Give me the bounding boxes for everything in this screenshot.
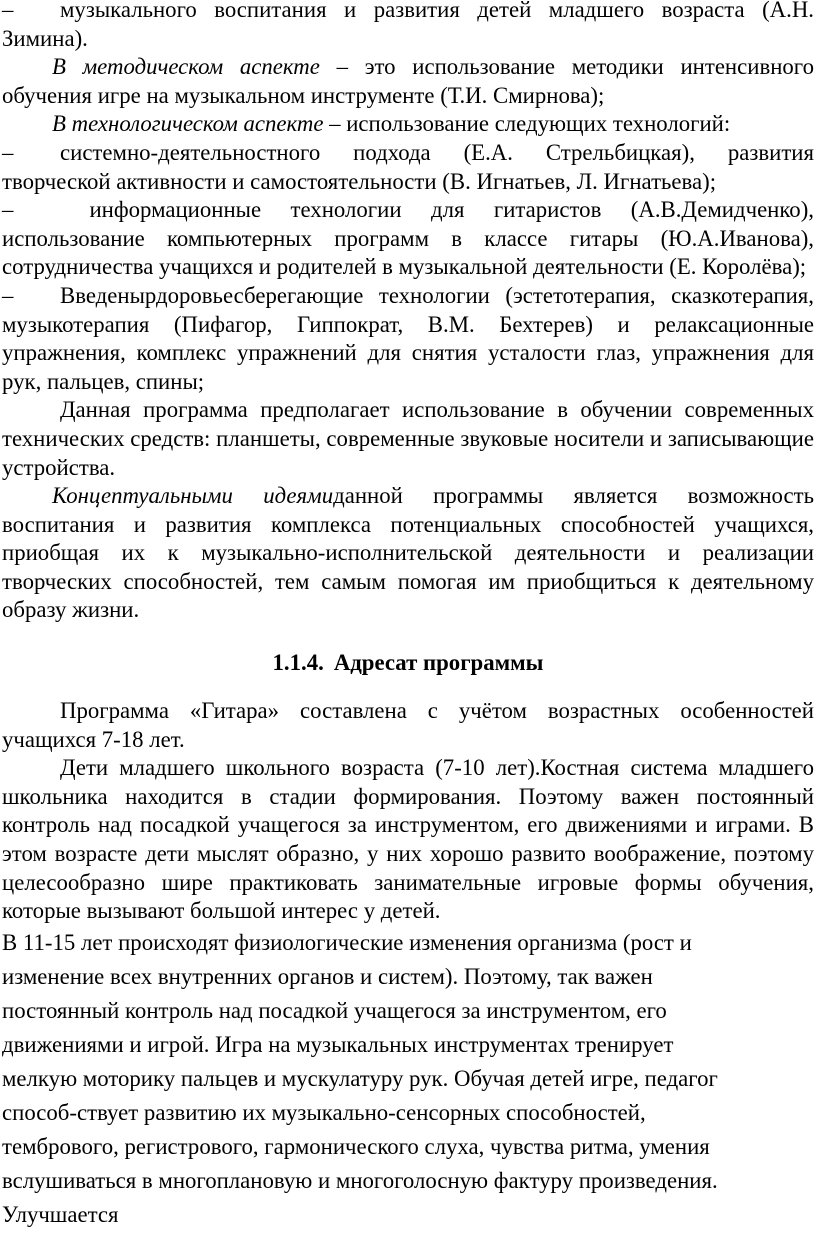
- paragraph-text: Программа «Гитара» составлена с учётом возрастных особенностей учащихся 7-18 лет.: [2, 698, 814, 752]
- paragraph-technical-means: [2, 396, 814, 482]
- paragraph-text: Введенырдоровьесберегающие технологии (эстетотерапия, сказкотерапия, музыкотерапия (Пифагор, Гиппократ, В.М. Бехтерев) и релаксационные упражнения, комплекс упражнений для снятия усталости глаз, упражнения для рук, пальцев, спины;: [2, 282, 814, 394]
- dash-marker: –: [2, 197, 14, 223]
- paragraph-text: информационные технологии для гитаристов (А.В.Демидченко), использование компьютерных программ в классе гитары (Ю.А.Иванова), сотрудничества учащихся и родителей в музыкальной деятельности (Е. Королёва);: [2, 197, 814, 280]
- italic-term: Концептуальными идеями: [52, 483, 334, 509]
- paragraph-text: системно-деятельностного подхода (Е.А. Стрельбицкая), развития творческой активности и самостоятельности (В. Игнатьев, Л. Игнатьева);: [2, 139, 814, 194]
- dash-marker: –: [2, 0, 14, 22]
- list-item-info-tech: [2, 196, 814, 282]
- paragraph-program-audience: [2, 697, 814, 754]
- paragraph-text: – использование следующих технологий:: [323, 111, 731, 137]
- paragraph-teen-age: [2, 926, 814, 1232]
- italic-term: В методическом аспекте: [52, 54, 320, 80]
- list-item-system-activity: [2, 139, 814, 196]
- section-number: 1.1.4.: [272, 650, 324, 676]
- list-item-health-tech: [2, 282, 814, 396]
- paragraph-technological-aspect: [2, 110, 814, 139]
- paragraph-text: музыкального воспитания и развития детей младшего возраста (А.Н. Зимина).: [2, 0, 814, 51]
- paragraph-methodical-aspect: [2, 53, 814, 110]
- list-item-music-education: [2, 0, 814, 53]
- paragraph-text: В 11-15 лет происходят физиологические изменения организма (рост и изменение всех внутренних органов и систем). Поэтому, так важен постоянный контроль над посадкой учащегося за инструментом, его движениями и игрой. Игра на музыкальных инструментах тренирует мелкую моторику пальцев и мускулатуру рук. Обучая детей игре, педагог способ-ствует развитию их музыкально-сенсорных способностей, тембрового, регистрового, гармонического слуха, чувства ритма, умения вслушиваться в многоплановую и многоголосную фактуру произведения. Улучшается: [2, 929, 718, 1227]
- italic-term: В технологическом аспекте: [52, 111, 324, 137]
- paragraph-conceptual-ideas: [2, 482, 814, 625]
- dash-marker: –: [2, 282, 14, 308]
- section-title: Адресат программы: [333, 650, 544, 676]
- paragraph-text: – это использование методики интенсивного обучения игре на музыкальном инструменте (Т.И. Смирнова);: [2, 54, 814, 108]
- paragraph-text: Данная программа предполагает использование в обучении современных технических средств: планшеты, современные звуковые носители и записывающие устройства.: [2, 397, 814, 480]
- paragraph-text: Дети младшего школьного возраста (7-10 лет).Костная система младшего школьника находится в стадии формирования. Поэтому важен постоянный контроль над посадкой учащегося за инструментом, его движениями и играми. В этом возрасте дети мыслят образно, у них хорошо развито воображение, поэтому целесообразно шире практиковать занимательные игровые формы обучения, которые вызывают большой интерес у детей.: [2, 755, 814, 924]
- section-heading: [2, 649, 814, 677]
- paragraph-text: данной программы является возможность воспитания и развития комплекса потенциальных способностей учащихся, приобщая их к музыкально-исполнительской деятельности и реализации творческих способностей, тем самым помогая им приобщиться к деятельному образу жизни.: [2, 483, 814, 623]
- dash-marker: –: [2, 139, 14, 165]
- paragraph-junior-age: [2, 754, 814, 926]
